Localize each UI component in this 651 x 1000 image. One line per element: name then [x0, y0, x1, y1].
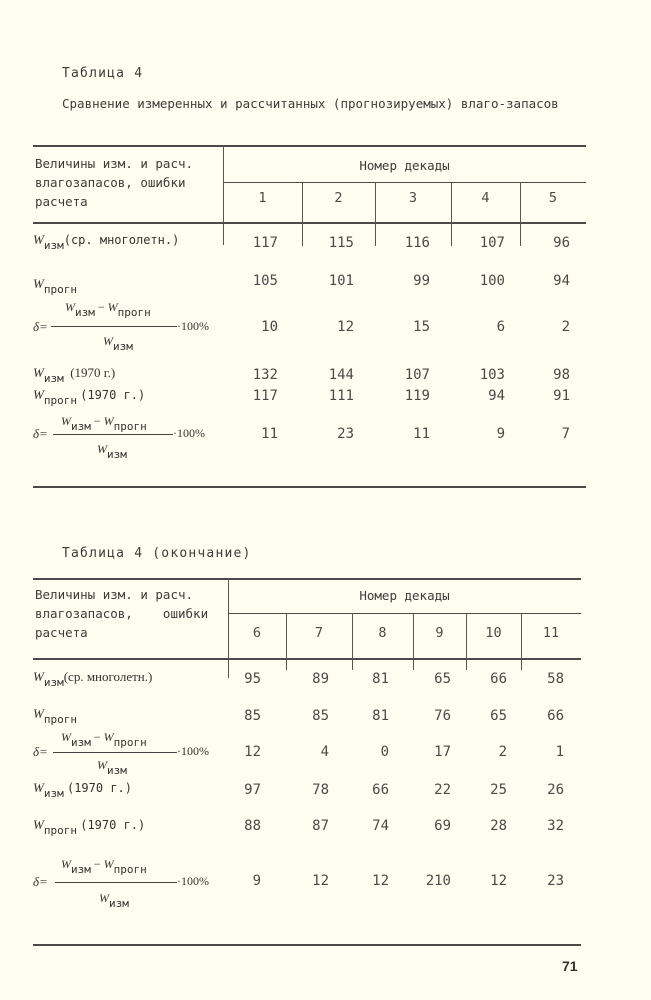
subscript: изм [75, 306, 95, 319]
table1-cell: 132 [252, 367, 278, 383]
table1-cell: 11 [261, 426, 278, 442]
table2-cell: 81 [372, 671, 389, 687]
table2-error-formula [33, 857, 233, 910]
symbol-W: W [33, 365, 44, 380]
table2-cell: 12 [490, 873, 507, 889]
table1-cell: 15 [413, 319, 430, 335]
label-rest: (1970 г.) [80, 388, 146, 402]
table2-cell: 4 [320, 744, 329, 760]
table1-subtitle: Сравнение измеренных и рассчитанных (прогнозируемых) влаго-запасов [62, 96, 559, 111]
symbol-W: W [103, 730, 114, 744]
table2-cell: 9 [252, 873, 261, 889]
symbol-W: W [65, 300, 75, 314]
table1-cell: 119 [404, 388, 430, 404]
table1-col-header: 4 [481, 190, 490, 206]
label-rest: (1970 г.) [70, 365, 116, 380]
symbol-W: W [103, 334, 113, 348]
times-100-percent: ·100% [177, 319, 209, 333]
table1-cell: 10 [261, 319, 278, 335]
table2-cell: 1 [555, 744, 564, 760]
table1-cell: 99 [413, 273, 430, 289]
table1-cell: 9 [496, 426, 505, 442]
header-label-line: расчета [35, 625, 88, 640]
subscript: прогн [43, 283, 77, 296]
table1-caption: Таблица 4 [62, 66, 144, 81]
subscript: изм [43, 372, 64, 385]
delta-symbol: δ= [33, 744, 48, 759]
symbol-W: W [61, 730, 71, 744]
table1-col-header: 3 [408, 190, 418, 206]
symbol-W: W [33, 780, 44, 795]
table2-col-divider [521, 613, 522, 670]
table2-cell: 88 [244, 818, 261, 834]
table2-cell: 95 [244, 671, 261, 687]
table1-row-label [33, 232, 180, 252]
table1-row-label [33, 365, 116, 385]
subscript: изм [107, 764, 127, 777]
table2-caption: Таблица 4 (окончание) [62, 546, 252, 561]
table1-cell: 2 [561, 319, 570, 335]
table1-cell: 91 [553, 388, 570, 404]
symbol-W: W [33, 276, 44, 291]
symbol-W: W [97, 442, 107, 456]
symbol-W: W [61, 857, 71, 871]
table2-cell: 85 [244, 708, 261, 724]
subscript: прогн [113, 420, 147, 433]
table1-cell: 98 [553, 367, 570, 383]
symbol-W: W [33, 387, 44, 402]
table2-cell: 89 [312, 671, 329, 687]
table2-col-header: 8 [378, 625, 387, 641]
table1-cell: 115 [328, 235, 354, 251]
subscript: прогн [117, 306, 151, 319]
minus-sign: − [93, 730, 101, 744]
header-label-line: Величины изм. и расч. [35, 156, 194, 171]
table2-cell: 66 [547, 708, 564, 724]
minus-sign: − [97, 300, 105, 314]
label-rest: (1970 г.) [66, 781, 132, 795]
table1-bottom-rule [33, 486, 586, 488]
table2-col-header: 6 [252, 625, 262, 641]
subscript: изм [71, 420, 91, 433]
symbol-W: W [103, 857, 114, 871]
times-100-percent: ·100% [173, 426, 205, 440]
table2-row-label [33, 669, 153, 689]
symbol-W: W [103, 414, 114, 428]
table1-top-rule [33, 145, 586, 147]
subscript: прогн [113, 736, 147, 749]
table1-error-formula [33, 412, 233, 460]
table2-row-label [33, 780, 132, 800]
table2-cell: 22 [434, 782, 451, 798]
table2-header-bottom-rule [33, 658, 581, 660]
table2-cell: 78 [312, 782, 329, 798]
table2-cell: 85 [312, 708, 329, 724]
table1-cell: 116 [404, 235, 430, 251]
subscript: прогн [113, 863, 147, 876]
table2-cell: 74 [372, 818, 389, 834]
table1-group-rule [223, 182, 586, 183]
table1-cell: 94 [488, 388, 505, 404]
symbol-W: W [33, 232, 44, 247]
symbol-W: W [33, 669, 44, 684]
table2-cell: 97 [244, 782, 261, 798]
table1-cell: 107 [404, 367, 430, 383]
subscript: изм [43, 787, 64, 800]
delta-symbol: δ= [33, 874, 48, 889]
table1-cell: 11 [413, 426, 430, 442]
table1-col-header: 5 [548, 190, 558, 206]
table2-col-header: 7 [314, 625, 324, 641]
table2-cell: 28 [490, 818, 507, 834]
label-rest: (1970 г.) [80, 818, 146, 832]
table1-cell: 117 [252, 388, 278, 404]
table2-bottom-rule [33, 944, 581, 946]
subscript: изм [71, 736, 91, 749]
table2-cell: 12 [312, 873, 329, 889]
subscript: изм [109, 897, 129, 910]
table2-cell: 17 [434, 744, 451, 760]
table1-row-label [33, 387, 146, 407]
table1-cell: 107 [479, 235, 505, 251]
table2-cell: 76 [434, 708, 451, 724]
table2-error-formula [33, 730, 233, 778]
symbol-W: W [99, 891, 109, 905]
table2-row-label [33, 817, 146, 837]
symbol-W: W [61, 414, 71, 428]
table1-cell: 105 [252, 273, 278, 289]
table1-cell: 100 [479, 273, 505, 289]
header-label-line: влагозапасов, ошибки [35, 606, 209, 621]
table1-group-header: Номер декады [359, 158, 450, 173]
label-rest: (ср. многолетн.) [63, 669, 153, 684]
table1-cell: 12 [337, 319, 354, 335]
table2-cell: 2 [498, 744, 507, 760]
page-number: 71 [562, 958, 578, 974]
fraction-bar [53, 434, 173, 435]
symbol-W: W [107, 300, 118, 314]
table2-cell: 23 [547, 873, 564, 889]
table2-col-divider [413, 613, 414, 670]
table2-col-divider [466, 613, 467, 670]
header-label-line: Величины изм. и расч. [35, 587, 194, 602]
table2-cell: 58 [547, 671, 564, 687]
table2-header-label [35, 585, 208, 642]
table2-group-rule [228, 613, 581, 614]
fraction-bar [55, 882, 177, 883]
table2-cell: 25 [490, 782, 507, 798]
minus-sign: − [93, 857, 101, 871]
delta-symbol: δ= [33, 319, 48, 334]
table2-cell: 81 [372, 708, 389, 724]
table2-cell: 26 [547, 782, 564, 798]
fraction-bar [51, 326, 177, 327]
table1-header-bottom-rule [33, 222, 586, 224]
table1-col-header: 1 [258, 190, 267, 206]
header-label-line: влагозапасов, ошибки [35, 175, 186, 190]
table1-header-label [35, 154, 193, 211]
header-label-line: расчета [35, 194, 88, 209]
table2-col-divider [352, 613, 353, 670]
delta-symbol: δ= [33, 426, 48, 441]
table1-cell: 96 [553, 235, 570, 251]
table2-cell: 0 [380, 744, 389, 760]
table2-row-label [33, 706, 77, 726]
times-100-percent: ·100% [177, 874, 209, 888]
table2-col-header: 11 [542, 625, 560, 641]
table2-cell: 12 [244, 744, 261, 760]
table2-col-header: 10 [485, 625, 502, 641]
table1-col-header: 2 [334, 190, 343, 206]
table2-cell: 66 [372, 782, 389, 798]
subscript: изм [113, 340, 133, 353]
table1-cell: 103 [479, 367, 505, 383]
subscript: изм [107, 448, 127, 461]
table2-cell: 65 [490, 708, 507, 724]
table2-cell: 32 [547, 818, 564, 834]
symbol-W: W [97, 758, 107, 772]
table1-cell: 6 [496, 319, 505, 335]
table2-cell: 210 [425, 873, 451, 889]
table1-cell: 111 [328, 388, 354, 404]
table2-cell: 69 [434, 818, 451, 834]
table1-cell: 23 [337, 426, 354, 442]
table1-cell: 94 [553, 273, 570, 289]
table2-group-header: Номер декады [359, 588, 450, 603]
table1-cell: 117 [252, 235, 278, 251]
table1-cell: 7 [561, 426, 570, 442]
subscript: изм [43, 239, 64, 252]
fraction-bar [53, 752, 177, 753]
table2-cell: 12 [372, 873, 389, 889]
subscript: изм [71, 863, 91, 876]
table2-col-header: 9 [435, 625, 444, 641]
table2-cell: 65 [434, 671, 451, 687]
table2-top-rule [33, 578, 581, 580]
table2-cell: 87 [312, 818, 329, 834]
table1-cell: 144 [328, 367, 354, 383]
table2-cell: 66 [490, 671, 507, 687]
table2-col-divider [286, 613, 287, 670]
symbol-W: W [33, 817, 44, 832]
table1-error-formula [33, 298, 233, 353]
table1-cell: 101 [328, 273, 354, 289]
label-rest: (ср. многолетн.) [63, 233, 180, 247]
times-100-percent: ·100% [177, 744, 209, 758]
table1-row-label [33, 276, 77, 296]
symbol-W: W [33, 706, 44, 721]
minus-sign: − [93, 414, 101, 428]
subscript: прогн [43, 824, 77, 837]
subscript: изм [43, 676, 64, 689]
subscript: прогн [43, 394, 77, 407]
subscript: прогн [43, 713, 77, 726]
